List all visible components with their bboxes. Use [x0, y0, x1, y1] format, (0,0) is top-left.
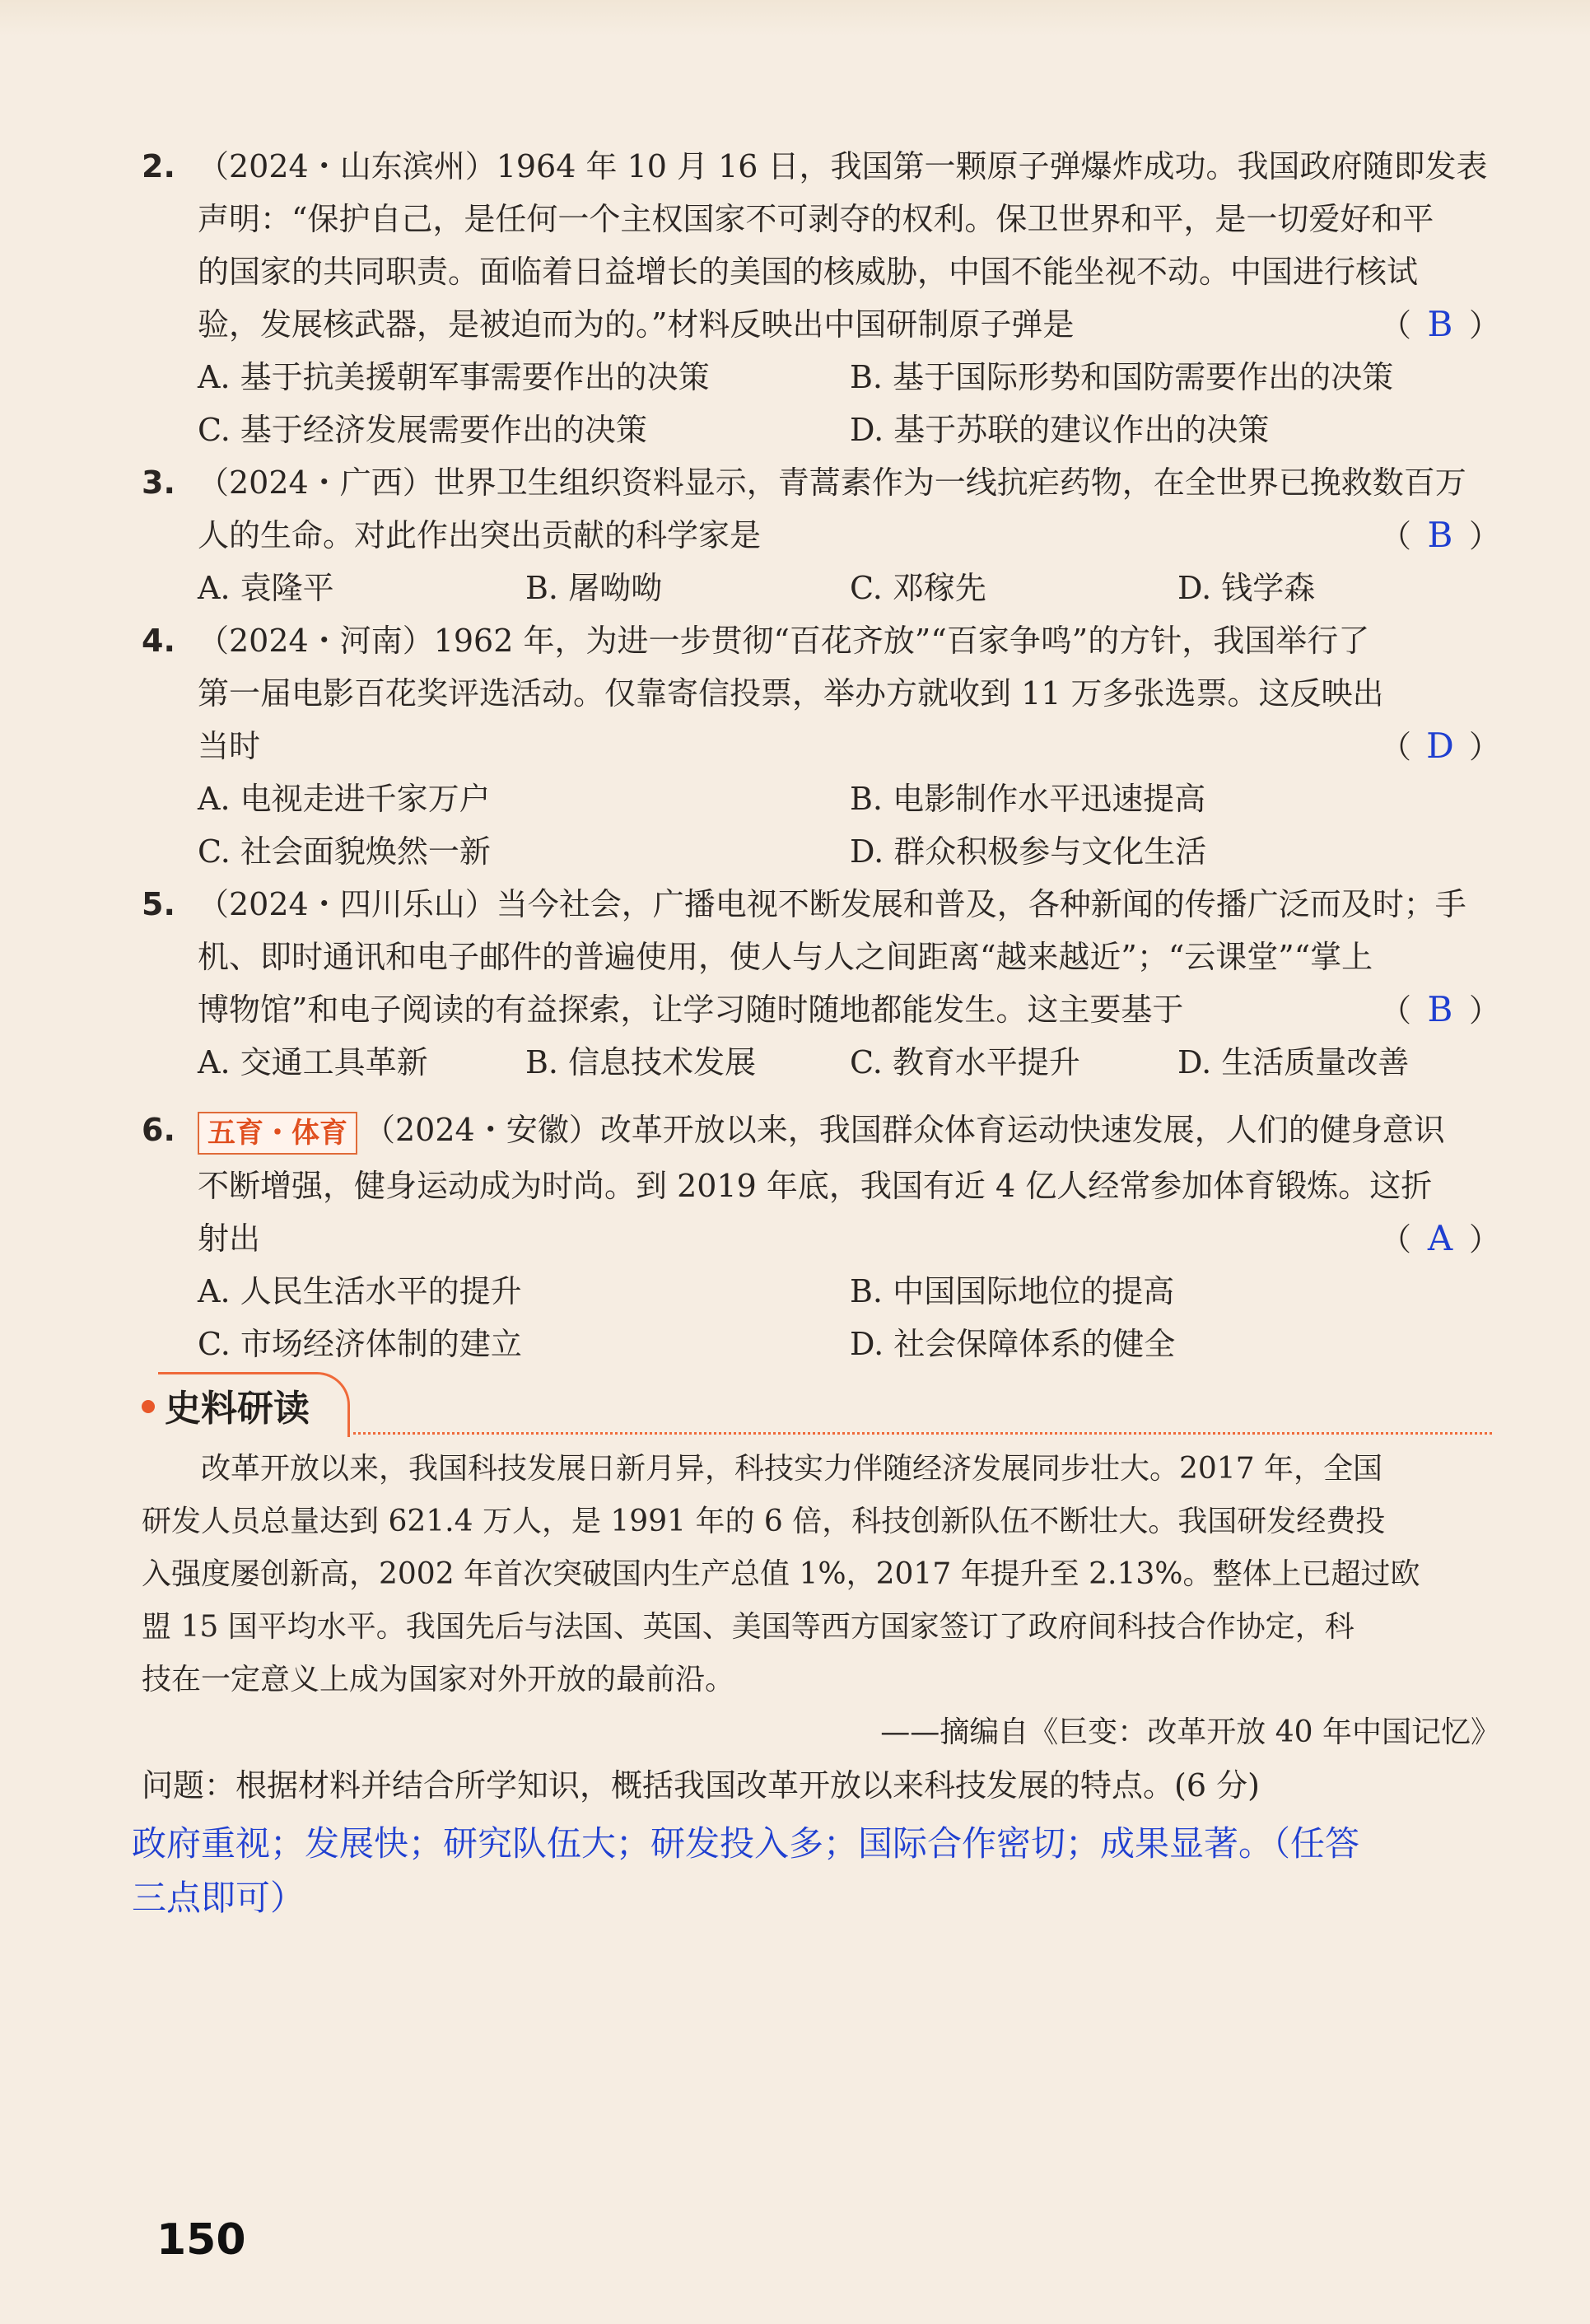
answer-slot: （ B ） [1380, 509, 1500, 562]
option-d[interactable]: D. 生活质量改善 [1177, 1044, 1410, 1080]
answer-value: B [1427, 304, 1453, 344]
bullet-dot-icon [142, 1400, 155, 1413]
section-title: 史料研读 [165, 1388, 310, 1430]
option-c[interactable]: C. 市场经济体制的建立 [198, 1326, 522, 1362]
question-text: 的国家的共同职责。面临着日益增长的美国的核威胁，中国不能坐视不动。中国进行核试 [198, 254, 1419, 290]
question-text: （2024・广西）世界卫生组织资料显示，青蒿素作为一线抗疟药物，在全世界已挽救数百万 [198, 464, 1466, 501]
material-line: 盟 15 国平均水平。我国先后与法国、英国、美国等西方国家签订了政府间科技合作协定，科 [142, 1610, 1355, 1644]
question-text: 不断增强，健身运动成为时尚。到 2019 年底，我国有近 4 亿人经常参加体育锻炼。这折 [198, 1168, 1433, 1204]
answer-line: 三点即可） [132, 1878, 305, 1918]
question-2 [142, 140, 1500, 456]
option-c[interactable]: C. 基于经济发展需要作出的决策 [198, 412, 647, 448]
answer-slot: （ B ） [1380, 298, 1500, 352]
options-row [142, 351, 1500, 404]
answer-line: 政府重视；发展快；研究队伍大；研发投入多；国际合作密切；成果显著。（任答 [132, 1823, 1360, 1864]
question-text: 机、即时通讯和电子邮件的普遍使用，使人与人之间距离“越来越近”；“云课堂”“掌上 [198, 939, 1373, 975]
answer-value: B [1427, 515, 1453, 555]
question-text: 射出 [198, 1220, 261, 1257]
question-number: 6. [142, 1112, 175, 1148]
option-b[interactable]: B. 中国国际地位的提高 [850, 1273, 1175, 1309]
options-row [142, 825, 1500, 878]
material-line: 技在一定意义上成为国家对外开放的最前沿。 [142, 1663, 735, 1696]
source-material [142, 1443, 1500, 1812]
question-number: 3. [142, 464, 175, 501]
options-row [142, 1265, 1500, 1318]
question-number: 4. [142, 623, 175, 659]
options-row [142, 1318, 1500, 1370]
option-b[interactable]: B. 基于国际形势和国防需要作出的决策 [850, 359, 1394, 395]
option-c[interactable]: C. 教育水平提升 [850, 1044, 1080, 1080]
option-d[interactable]: D. 社会保障体系的健全 [850, 1326, 1176, 1362]
question-5 [142, 878, 1500, 1089]
question-text: 博物馆”和电子阅读的有益探索，让学习随时随地都能发生。这主要基于 [198, 992, 1184, 1028]
section-header [142, 1367, 1492, 1441]
material-line: 入强度屡创新高，2002 年首次突破国内生产总值 1%，2017 年提升至 2.13%。整体上已超过欧 [142, 1557, 1420, 1591]
option-a[interactable]: A. 袁隆平 [198, 570, 334, 606]
option-d[interactable]: D. 钱学森 [1177, 570, 1316, 606]
option-d[interactable]: D. 基于苏联的建议作出的决策 [850, 412, 1270, 448]
option-b[interactable]: B. 电影制作水平迅速提高 [850, 781, 1206, 817]
option-a[interactable]: A. 人民生活水平的提升 [198, 1273, 522, 1309]
question-text: 声明：“保护自己，是任何一个主权国家不可剥夺的权利。保卫世界和平，是一切爱好和平 [198, 201, 1434, 237]
option-c[interactable]: C. 邓稼先 [850, 570, 986, 606]
question-text: 人的生命。对此作出突出贡献的科学家是 [198, 517, 762, 553]
answer-slot: （ D ） [1380, 720, 1500, 773]
option-b[interactable]: B. 信息技术发展 [525, 1044, 757, 1080]
section-divider [347, 1432, 1492, 1435]
option-a[interactable]: A. 交通工具革新 [198, 1044, 428, 1080]
question-text: 当时 [198, 728, 261, 764]
question-text: 第一届电影百花奖评选活动。仅靠寄信投票，举办方就收到 11 万多张选票。这反映出 [198, 675, 1384, 712]
options-row [142, 562, 1500, 614]
option-c[interactable]: C. 社会面貌焕然一新 [198, 833, 491, 870]
question-text: 验，发展核武器，是被迫而为的。”材料反映出中国研制原子弹是 [198, 306, 1075, 343]
material-line: 研发人员总量达到 621.4 万人，是 1991 年的 6 倍，科技创新队伍不断壮大。我国研发经费投 [142, 1505, 1386, 1538]
option-d[interactable]: D. 群众积极参与文化生活 [850, 833, 1207, 870]
question-text: （2024・安徽）改革开放以来，我国群众体育运动快速发展，人们的健身意识 [364, 1112, 1445, 1148]
answer-slot: （ A ） [1380, 1212, 1500, 1266]
question-4 [142, 614, 1500, 878]
material-source: ——摘编自《巨变：改革开放 40 年中国记忆》 [880, 1715, 1500, 1749]
options-row [142, 404, 1500, 456]
question-text: （2024・山东滨州）1964 年 10 月 16 日，我国第一颗原子弹爆炸成功。我国政府随即发表 [198, 148, 1488, 184]
question-text: （2024・河南）1962 年，为进一步贯彻“百花齐放”“百家争鸣”的方针，我国举行了 [198, 623, 1370, 659]
question-number: 2. [142, 148, 175, 184]
top-band [0, 0, 1590, 36]
options-row [142, 772, 1500, 825]
answer-slot: （ B ） [1380, 983, 1500, 1037]
material-line: 改革开放以来，我国科技发展日新月异，科技实力伴随经济发展同步壮大。2017 年，全国 [142, 1452, 1383, 1486]
question-6 [142, 1100, 1500, 1370]
answer-value: B [1427, 989, 1453, 1029]
option-a[interactable]: A. 基于抗美援朝军事需要作出的决策 [198, 359, 710, 395]
option-a[interactable]: A. 电视走进千家万户 [198, 781, 491, 817]
option-b[interactable]: B. 屠呦呦 [525, 570, 663, 606]
page-number: 150 [156, 2215, 246, 2265]
answer-value: D [1426, 726, 1454, 766]
options-row [142, 1036, 1500, 1089]
question-number: 5. [142, 886, 175, 922]
answer-value: A [1427, 1218, 1453, 1258]
question-3 [142, 456, 1500, 614]
question-text: （2024・四川乐山）当今社会，广播电视不断发展和普及，各种新闻的传播广泛而及时；手 [198, 886, 1466, 922]
section-question: 问题：根据材料并结合所学知识，概括我国改革开放以来科技发展的特点。(6 分) [142, 1767, 1260, 1804]
answer-text [132, 1817, 1515, 1925]
category-tag: 五育・体育 [198, 1112, 357, 1155]
